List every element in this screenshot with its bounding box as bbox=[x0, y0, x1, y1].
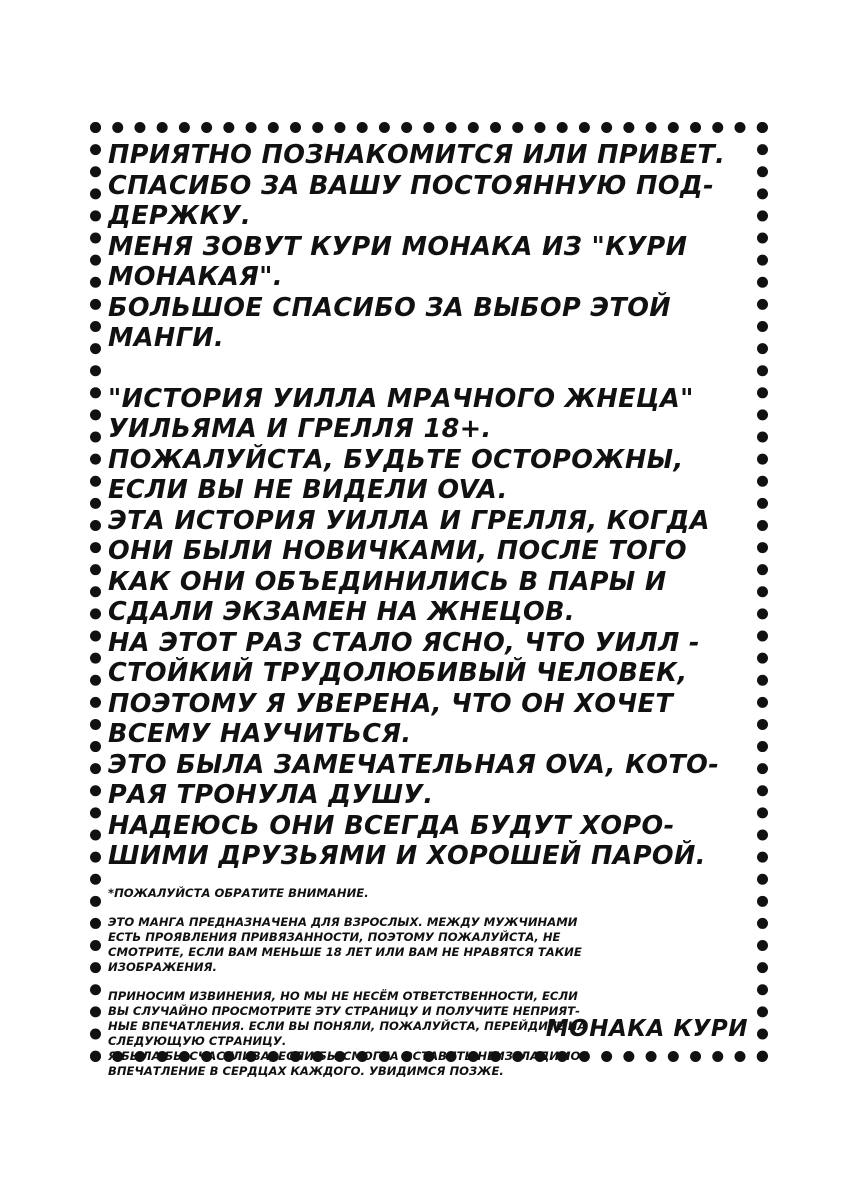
text-line: КАК ОНИ ОБЪЕДИНИЛИСЬ В ПАРЫ И bbox=[108, 566, 667, 597]
text-line: СДАЛИ ЭКЗАМЕН НА ЖНЕЦОВ. bbox=[108, 597, 575, 627]
text-line: ЭТО БЫЛА ЗАМЕЧАТЕЛЬНАЯ OVA, КОТО- bbox=[108, 749, 720, 780]
notice-line: НЫЕ ВПЕЧАТЛЕНИЯ. ЕСЛИ ВЫ ПОНЯЛИ, ПОЖАЛУЙСТА, ПЕРЕЙДИТЕ НА bbox=[108, 1018, 587, 1033]
text-line: МЕНЯ ЗОВУТ КУРИ МОНАКА ИЗ "КУРИ bbox=[108, 231, 688, 262]
text-line: РАЯ ТРОНУЛА ДУШУ. bbox=[108, 780, 434, 810]
notice-line: ВЫ СЛУЧАЙНО ПРОСМОТРИТЕ ЭТУ СТРАНИЦУ И ПОЛУЧИТЕ НЕПРИЯТ- bbox=[108, 1003, 580, 1018]
greeting-paragraph bbox=[108, 140, 748, 354]
text-line: ЕСЛИ ВЫ НЕ ВИДЕЛИ OVA. bbox=[108, 475, 508, 505]
text-line: "ИСТОРИЯ УИЛЛА МРАЧНОГО ЖНЕЦА" bbox=[108, 383, 694, 414]
paragraph-gap bbox=[108, 354, 748, 384]
text-line: ШИМИ ДРУЗЬЯМИ И ХОРОШЕЙ ПАРОЙ. bbox=[108, 841, 706, 871]
notice-line: Я БЫЛА БЫ СЧАСТЛИВА, ЕСЛИ БЫ СМОГЛА ОСТАВИТЬ НЕИЗГЛАДИМОЕ bbox=[108, 1048, 589, 1063]
story-paragraph bbox=[108, 384, 748, 872]
notice-line: ВПЕЧАТЛЕНИЕ В СЕРДЦАХ КАЖДОГО. УВИДИМСЯ ПОЗЖЕ. bbox=[108, 1063, 504, 1078]
text-line: ЭТА ИСТОРИЯ УИЛЛА И ГРЕЛЛЯ, КОГДА bbox=[108, 505, 710, 536]
notice-section bbox=[108, 886, 748, 1079]
text-line: МОНАКАЯ". bbox=[108, 262, 283, 292]
text-line: СТОЙКИЙ ТРУДОЛЮБИВЫЙ ЧЕЛОВЕК, bbox=[108, 658, 688, 688]
text-line: СПАСИБО ЗА ВАШУ ПОСТОЯННУЮ ПОД- bbox=[108, 170, 715, 201]
text-line: ПРИЯТНО ПОЗНАКОМИТСЯ ИЛИ ПРИВЕТ. bbox=[108, 140, 726, 170]
notice-line: ЭТО МАНГА ПРЕДНАЗНАЧЕНА ДЛЯ ВЗРОСЛЫХ. МЕЖДУ МУЖЧИНАМИ bbox=[108, 914, 578, 929]
text-line: НАДЕЮСЬ ОНИ ВСЕГДА БУДУТ ХОРО- bbox=[108, 810, 675, 841]
text-line: БОЛЬШОЕ СПАСИБО ЗА ВЫБОР ЭТОЙ bbox=[108, 292, 672, 323]
text-line: ПОЭТОМУ Я УВЕРЕНА, ЧТО ОН ХОЧЕТ bbox=[108, 688, 674, 719]
notice-line: ПРИНОСИМ ИЗВИНЕНИЯ, НО МЫ НЕ НЕСЁМ ОТВЕТСТВЕННОСТИ, ЕСЛИ bbox=[108, 988, 578, 1003]
text-line: ВСЕМУ НАУЧИТЬСЯ. bbox=[108, 719, 412, 749]
notice-gap bbox=[108, 901, 748, 915]
text-line: УИЛЬЯМА И ГРЕЛЛЯ 18+. bbox=[108, 414, 492, 444]
text-line: МАНГИ. bbox=[108, 323, 225, 353]
text-line: ОНИ БЫЛИ НОВИЧКАМИ, ПОСЛЕ ТОГО bbox=[108, 536, 687, 566]
text-line: ПОЖАЛУЙСТА, БУДЬТЕ ОСТОРОЖНЫ, bbox=[108, 444, 684, 475]
text-line: ДЕРЖКУ. bbox=[108, 201, 252, 231]
text-line: НА ЭТОТ РАЗ СТАЛО ЯСНО, ЧТО УИЛЛ - bbox=[108, 627, 700, 658]
notice-heading: *ПОЖАЛУЙСТА ОБРАТИТЕ ВНИМАНИЕ. bbox=[108, 885, 369, 900]
notice-line: СЛЕДУЮЩУЮ СТРАНИЦУ. bbox=[108, 1033, 287, 1048]
author-signature: МОНАКА КУРИ bbox=[545, 1016, 748, 1042]
notice-gap bbox=[108, 975, 748, 989]
letter-content bbox=[108, 140, 748, 1079]
notice-line: СМОТРИТЕ, ЕСЛИ ВАМ МЕНЬШЕ 18 ЛЕТ ИЛИ ВАМ НЕ НРАВЯТСЯ ТАКИЕ bbox=[108, 944, 582, 959]
notice-line: ИЗОБРАЖЕНИЯ. bbox=[108, 959, 217, 974]
notice-line: ЕСТЬ ПРОЯВЛЕНИЯ ПРИВЯЗАННОСТИ, ПОЭТОМУ ПОЖАЛУЙСТА, НЕ bbox=[108, 929, 561, 944]
